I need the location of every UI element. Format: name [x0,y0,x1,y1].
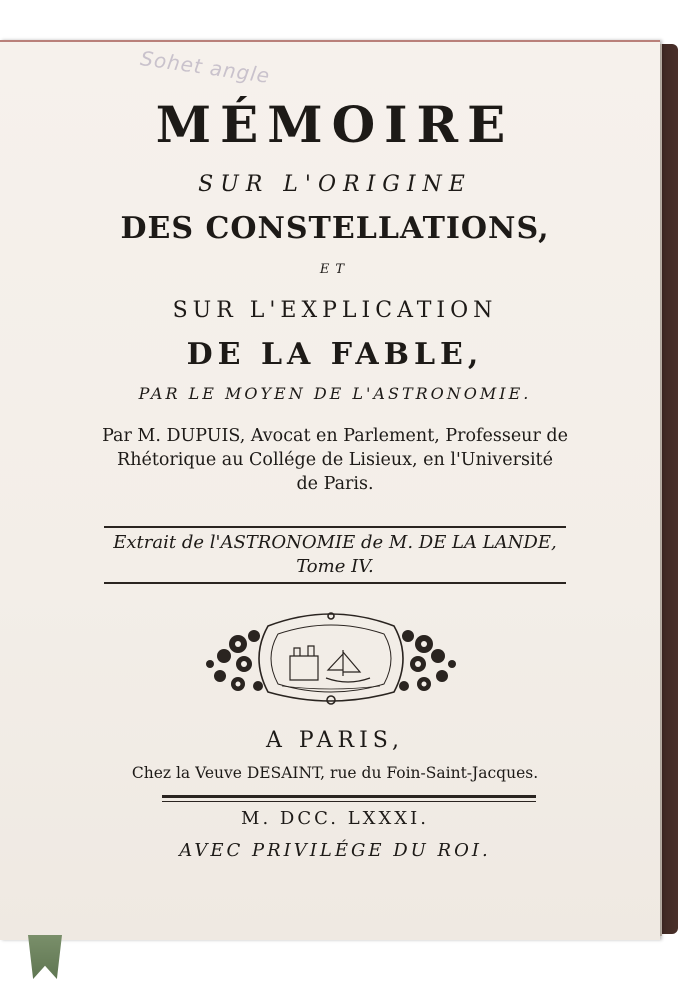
extract-line-1: Extrait de l'ASTRONOMIE de M. DE LA LANDE, [113,532,557,553]
title-line-origin: SUR L'ORIGINE [198,172,472,197]
royal-privilege: AVEC PRIVILÉGE DU ROI. [179,840,491,861]
rule-bottom [104,582,566,584]
title-line-explication: SUR L'EXPLICATION [172,298,498,323]
title-line-fable: DE LA FABLE, [186,337,484,372]
title-line-et: ET [319,262,351,277]
title-main: MÉMOIRE [155,95,515,154]
ornamental-vignette-icon [198,606,464,710]
imprint-rule-1 [162,795,536,798]
title-line-astronomie: PAR LE MOYEN DE L'ASTRONOMIE. [138,384,532,403]
imprint-city: A PARIS, [265,728,405,753]
pencil-annotation: Sohet angle [138,46,272,88]
extract-statement [100,531,570,579]
author-line-1: Par M. DUPUIS, Avocat en Parlement, Professeur de [102,426,568,446]
extract-line-2: Tome IV. [296,556,374,577]
author-line-2: Rhétorique au Collége de Lisieux, en l'Université [117,450,553,470]
rule-top [104,526,566,528]
bookmark-ribbon [28,935,62,979]
imprint-date: M. DCC. LXXXI. [241,808,429,829]
author-statement [100,424,570,496]
author-line-3: de Paris. [296,474,374,494]
imprint-publisher: Chez la Veuve DESAINT, rue du Foin-Saint-Jacques. [131,764,539,782]
title-line-constellations: DES CONSTELLATIONS, [120,211,550,246]
imprint-rule-2 [162,801,536,802]
